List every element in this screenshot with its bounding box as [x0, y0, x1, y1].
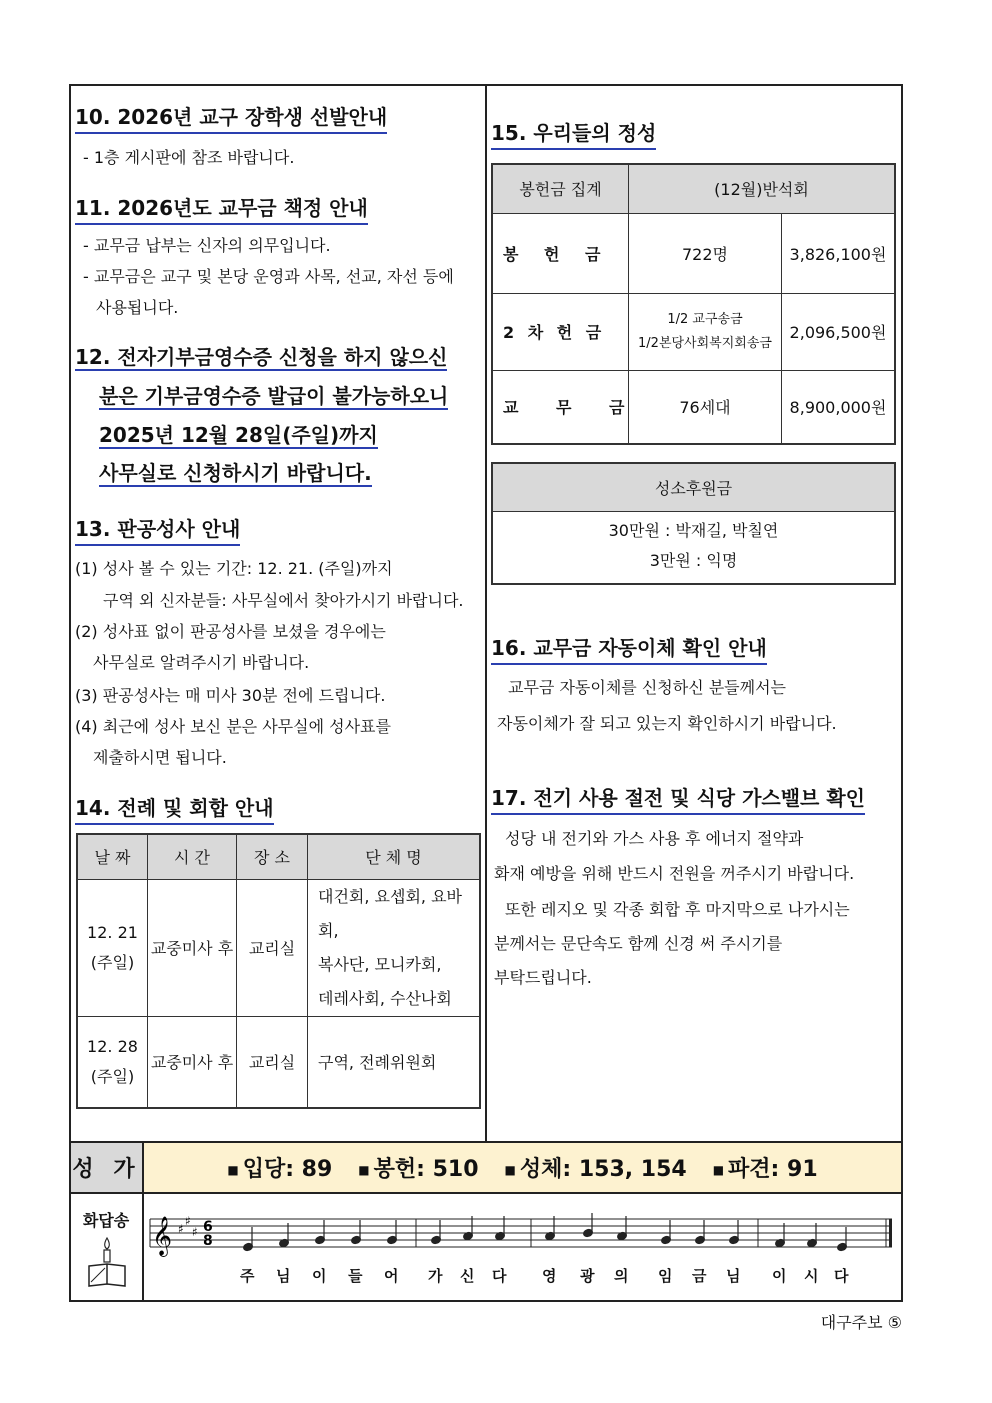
- s13-line: (4) 최근에 성사 보신 분은 사무실에 성사표를: [75, 717, 391, 736]
- hymn-communion: ■ 성체: 153, 154: [505, 1152, 687, 1183]
- table-row: [492, 370, 895, 444]
- s14-title: 14. 전례 및 회합 안내: [75, 794, 274, 825]
- s17-line: 부탁드립니다.: [494, 968, 592, 987]
- mid-line: 1/2본당사회복지회송금: [638, 335, 772, 351]
- s13-title: 13. 판공성사 안내: [75, 515, 240, 546]
- lyric-syllable: 금: [692, 1267, 707, 1285]
- sponsor-list: [493, 512, 894, 576]
- s10-line: - 1층 게시판에 참조 바랍니다.: [83, 148, 295, 167]
- s13-line: 구역 외 신자분들: 사무실에서 찾아가시기 바랍니다.: [103, 591, 464, 610]
- lyric-syllable: 님: [276, 1267, 291, 1285]
- group-cell: [308, 879, 481, 1016]
- lyric-syllable: 시: [804, 1267, 819, 1285]
- row-mid: 722명: [629, 213, 782, 293]
- group-line: 대건회, 요셉회, 요바회,: [318, 886, 462, 940]
- row-amount: 8,900,000원: [782, 370, 896, 444]
- lyric-syllable: 이: [772, 1267, 787, 1285]
- row-mid: [629, 293, 782, 370]
- s12-line: 2025년 12월 28일(주일)까지: [99, 423, 378, 447]
- hymn-label: 성 가: [71, 1143, 142, 1192]
- hymn-recessional: ■ 파견: 91: [713, 1152, 818, 1183]
- group-line: 구역, 전례위원회: [318, 1053, 437, 1073]
- sharp-icon: ♯: [185, 1214, 191, 1228]
- s11-line: - 교무금은 교구 및 본당 운영과 사목, 선교, 자선 등에: [83, 267, 454, 286]
- time-cell: 교중미사 후: [148, 879, 237, 1016]
- s11-line: - 교무금 납부는 신자의 의무입니다.: [83, 236, 331, 255]
- s11-title: 11. 2026년도 교무금 책정 안내: [75, 194, 368, 225]
- col-date: 날 짜: [77, 834, 148, 879]
- s12-line: 12. 전자기부금영수증 신청을 하지 않으신: [75, 345, 448, 369]
- lyric-syllable: 들: [348, 1267, 363, 1285]
- page-footer: 대구주보 ⑤: [820, 1313, 902, 1332]
- lyric-syllable: 광: [580, 1267, 595, 1285]
- lyric-syllable: 주: [240, 1267, 255, 1285]
- music-staff: [148, 1205, 896, 1265]
- schedule-table: [76, 833, 481, 1109]
- col-group: 단 체 명: [308, 834, 481, 879]
- s15-title: 15. 우리들의 정성: [491, 119, 656, 150]
- row-label: 봉 헌 금: [492, 213, 629, 293]
- hymn-divider-bottom: [69, 1192, 903, 1194]
- offering-table: [491, 163, 896, 445]
- table-row: [492, 293, 895, 370]
- s12-line: 사무실로 신청하시기 바랍니다.: [99, 461, 372, 485]
- date: 12. 28: [87, 1036, 138, 1056]
- s17-line: 또한 레지오 및 각종 회합 후 마지막으로 나가시는: [505, 900, 850, 919]
- table-row: [77, 879, 480, 1016]
- lyric-syllable: 다: [834, 1267, 849, 1285]
- s13-line: (2) 성사표 없이 판공성사를 보셨을 경우에는: [75, 622, 386, 641]
- group-line: 복사단, 모니카회,: [318, 954, 442, 974]
- s11-line: 사용됩니다.: [96, 298, 179, 317]
- treble-clef-icon: 𝄞: [152, 1216, 173, 1256]
- column-divider: [485, 84, 487, 1142]
- time-sig-bottom: 8: [203, 1233, 213, 1249]
- candle-book-icon: [85, 1236, 129, 1290]
- date: 12. 21: [87, 922, 138, 942]
- row-amount: 3,826,100원: [782, 213, 896, 293]
- s17-line: 성당 내 전기와 가스 사용 후 에너지 절약과: [505, 829, 804, 848]
- lyric-syllable: 가: [428, 1267, 443, 1285]
- row-mid: 76세대: [629, 370, 782, 444]
- row-label: 2 차 헌 금: [492, 293, 629, 370]
- hymn-offertory: ■ 봉헌: 510: [358, 1152, 478, 1183]
- psalm-label: 화답송: [82, 1211, 130, 1230]
- row-amount: 2,096,500원: [782, 293, 896, 370]
- s17-line: 분께서는 문단속도 함께 신경 써 주시기를: [494, 934, 783, 953]
- s16-title: 16. 교무금 자동이체 확인 안내: [491, 634, 767, 665]
- s17-title: 17. 전기 사용 절전 및 식당 가스밸브 확인: [491, 784, 865, 815]
- sponsor-box: [491, 462, 896, 585]
- table-header-row: [77, 834, 480, 879]
- hymn-band: [144, 1143, 901, 1192]
- lyric-syllable: 님: [726, 1267, 741, 1285]
- group-line: 데레사회, 수산나회: [318, 988, 452, 1008]
- table-row: [77, 1016, 480, 1108]
- day: (주일): [90, 1066, 135, 1086]
- time-cell: 교중미사 후: [148, 1016, 237, 1108]
- offering-header: 봉헌금 집계: [492, 164, 629, 213]
- hymn-entrance: ■ 입당: 89: [227, 1152, 332, 1183]
- sharp-icon: ♯: [192, 1225, 198, 1239]
- s13-line: (1) 성사 볼 수 있는 기간: 12. 21. (주일)까지: [75, 559, 393, 578]
- period-header: (12월)반석회: [629, 164, 896, 213]
- s10-title: 10. 2026년 교구 장학생 선발안내: [75, 103, 387, 134]
- lyric-syllable: 의: [614, 1267, 629, 1285]
- table-header-row: [492, 164, 895, 213]
- s13-line: 제출하시면 됩니다.: [93, 748, 227, 767]
- col-place: 장 소: [237, 834, 308, 879]
- lyric-syllable: 영: [542, 1267, 557, 1285]
- sharp-icon: ♯: [178, 1222, 184, 1236]
- s16-line: 자동이체가 잘 되고 있는지 확인하시기 바랍니다.: [497, 714, 837, 733]
- s16-line: 교무금 자동이체를 신청하신 분들께서는: [508, 678, 787, 697]
- s13-line: (3) 판공성사는 매 미사 30분 전에 드립니다.: [75, 686, 386, 705]
- s13-line: 사무실로 알려주시기 바랍니다.: [93, 653, 310, 672]
- lyric-syllable: 신: [460, 1267, 475, 1285]
- row-label: 교 무 금: [492, 370, 629, 444]
- lyric-syllable: 이: [312, 1267, 327, 1285]
- col-time: 시 간: [148, 834, 237, 879]
- day: (주일): [90, 952, 135, 972]
- lyric-syllable: 다: [492, 1267, 507, 1285]
- sponsor-title: 성소후원금: [493, 464, 894, 512]
- sponsor-line: 30만원 : 박재길, 박칠연: [608, 521, 779, 540]
- lyric-syllable: 임: [658, 1267, 673, 1285]
- mid-line: 1/2 교구송금: [667, 311, 743, 327]
- s12-line: 분은 기부금영수증 발급이 불가능하오니: [99, 384, 449, 408]
- s17-line: 화재 예방을 위해 반드시 전원을 꺼주시기 바랍니다.: [494, 864, 855, 883]
- place-cell: 교리실: [237, 1016, 308, 1108]
- date-cell: [77, 879, 148, 1016]
- group-cell: [308, 1016, 481, 1108]
- place-cell: 교리실: [237, 879, 308, 1016]
- lyric-syllable: 어: [384, 1267, 399, 1285]
- date-cell: [77, 1016, 148, 1108]
- table-row: [492, 213, 895, 293]
- time-sig-top: 6: [203, 1219, 213, 1235]
- sponsor-line: 3만원 : 익명: [649, 551, 738, 570]
